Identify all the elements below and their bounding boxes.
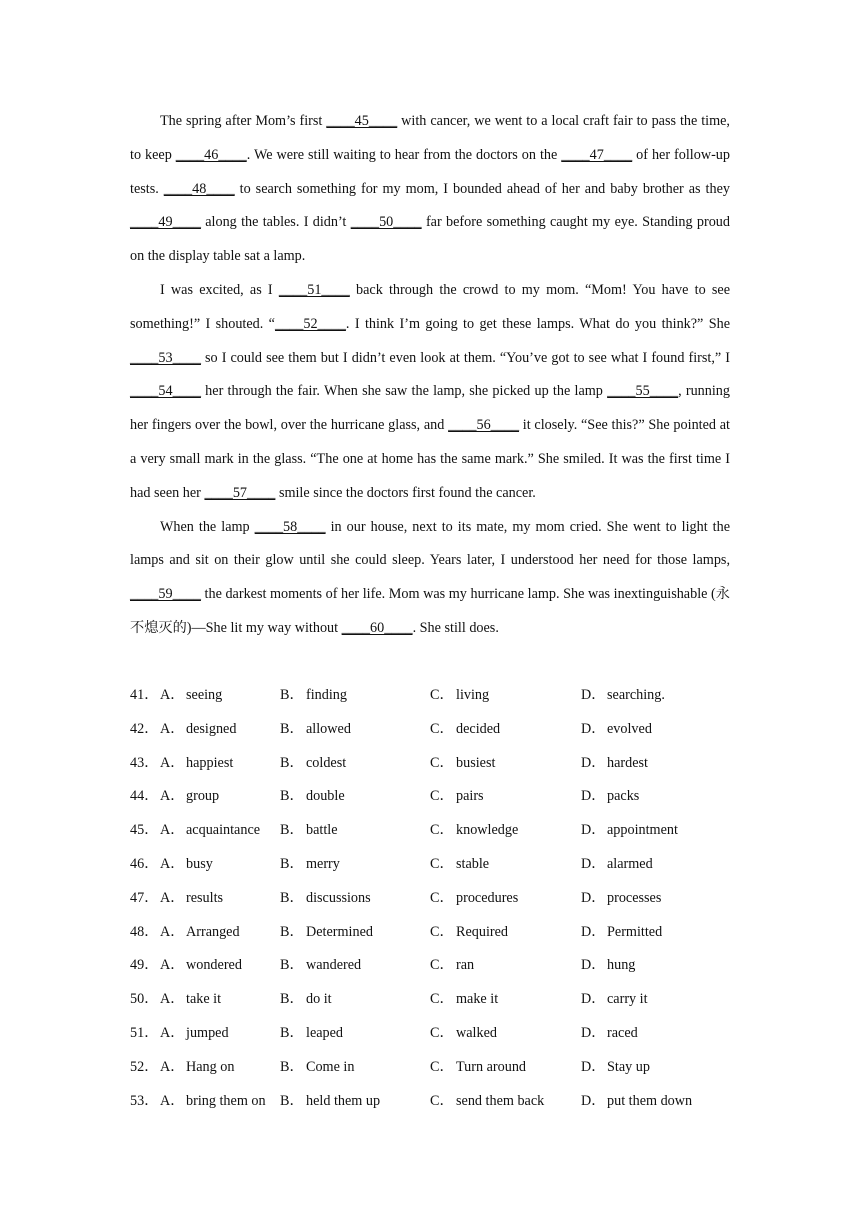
option-letter: C． bbox=[430, 822, 454, 839]
option-text: finding bbox=[306, 687, 347, 703]
option-letter: A． bbox=[160, 687, 185, 703]
passage-text: to search something for my mom, I bounded ahead of her and baby brother as they bbox=[234, 180, 730, 197]
option-text: make it bbox=[456, 991, 499, 1008]
blank-60: ____60____ bbox=[341, 619, 413, 636]
option-a[interactable] bbox=[186, 848, 280, 882]
question-number-group bbox=[130, 814, 186, 848]
option-a[interactable] bbox=[186, 814, 280, 848]
passage-text: so I could see them but I didn’t even look at them. “You’ve got to see what I found first,” I bbox=[200, 349, 730, 366]
blank-46: ____46____ bbox=[175, 146, 247, 163]
option-c[interactable] bbox=[430, 848, 581, 882]
question-number: 47． bbox=[130, 889, 159, 906]
option-d[interactable] bbox=[581, 949, 721, 983]
question-number-group bbox=[130, 848, 186, 882]
option-d[interactable] bbox=[581, 814, 721, 848]
option-text: stable bbox=[456, 855, 490, 872]
question-number: 45． bbox=[130, 822, 159, 839]
option-text: Stay up bbox=[607, 1058, 650, 1075]
question-row bbox=[130, 983, 750, 1017]
option-c[interactable] bbox=[430, 780, 581, 814]
option-text: coldest bbox=[306, 754, 347, 771]
option-a[interactable] bbox=[186, 1017, 280, 1051]
option-b[interactable] bbox=[280, 1017, 430, 1051]
option-b[interactable] bbox=[280, 848, 430, 882]
blank-59: ____59____ bbox=[130, 586, 201, 603]
option-letter: C． bbox=[430, 687, 454, 703]
option-text: leaped bbox=[306, 1024, 344, 1041]
option-text: Hang on bbox=[186, 1058, 235, 1075]
blank-51: ____51____ bbox=[278, 281, 350, 298]
option-text: Arranged bbox=[186, 923, 240, 940]
passage-text: back through the crowd to my mom. “Mom! You have to see something!” I shouted. “ bbox=[130, 281, 730, 332]
option-c[interactable] bbox=[430, 1017, 581, 1051]
option-a[interactable] bbox=[186, 780, 280, 814]
option-text: allowed bbox=[306, 720, 351, 737]
option-c[interactable] bbox=[430, 916, 581, 950]
option-letter: D． bbox=[581, 754, 606, 771]
question-number-group bbox=[130, 916, 186, 950]
passage-text: with cancer, we went to a local craft fair to pass the time, to keep bbox=[130, 113, 730, 163]
option-text: designed bbox=[186, 720, 237, 737]
question-number: 48． bbox=[130, 923, 159, 940]
option-letter: B． bbox=[280, 687, 304, 703]
option-c[interactable] bbox=[430, 882, 581, 916]
option-text: hardest bbox=[607, 754, 648, 771]
option-c[interactable] bbox=[430, 679, 581, 713]
question-number: 46． bbox=[130, 855, 159, 872]
option-a[interactable] bbox=[186, 679, 280, 713]
question-number-group bbox=[130, 713, 186, 747]
option-letter: A． bbox=[160, 1092, 185, 1109]
paragraph-2 bbox=[130, 274, 730, 511]
passage-text: The spring after Mom’s first bbox=[160, 113, 327, 129]
blank-54: ____54____ bbox=[130, 383, 201, 400]
passage-text: along the tables. I didn’t bbox=[200, 214, 351, 231]
option-d[interactable] bbox=[581, 1017, 721, 1051]
option-text: held them up bbox=[306, 1092, 381, 1109]
passage-text: . She still does. bbox=[412, 619, 499, 636]
option-b[interactable] bbox=[280, 882, 430, 916]
option-a[interactable] bbox=[186, 916, 280, 950]
option-text: searching. bbox=[607, 687, 665, 703]
option-letter: B． bbox=[280, 754, 304, 771]
option-a[interactable] bbox=[186, 713, 280, 747]
option-b[interactable] bbox=[280, 713, 430, 747]
option-b[interactable] bbox=[280, 747, 430, 781]
option-letter: B． bbox=[280, 1092, 304, 1109]
option-a[interactable] bbox=[186, 1085, 280, 1119]
blank-52: ____52____ bbox=[274, 315, 346, 332]
option-text: pairs bbox=[456, 788, 484, 805]
blank-48: ____48____ bbox=[163, 180, 235, 197]
question-number: 49． bbox=[130, 957, 159, 974]
option-letter: C． bbox=[430, 957, 454, 974]
question-number-group bbox=[130, 1051, 186, 1085]
option-letter: B． bbox=[280, 1058, 304, 1075]
option-letter: C． bbox=[430, 788, 454, 805]
blank-58: ____58____ bbox=[254, 518, 326, 535]
option-c[interactable] bbox=[430, 814, 581, 848]
option-d[interactable] bbox=[581, 983, 721, 1017]
option-letter: C． bbox=[430, 855, 454, 872]
option-b[interactable] bbox=[280, 949, 430, 983]
blank-57: ____57____ bbox=[204, 484, 276, 501]
option-b[interactable] bbox=[280, 1051, 430, 1085]
passage-text: of her follow-up tests. bbox=[130, 146, 730, 197]
option-letter: D． bbox=[581, 1092, 606, 1109]
option-d[interactable] bbox=[581, 1051, 721, 1085]
question-row bbox=[130, 679, 750, 713]
option-text: procedures bbox=[456, 889, 519, 906]
question-number-group bbox=[130, 780, 186, 814]
option-text: wandered bbox=[306, 957, 362, 974]
option-a[interactable] bbox=[186, 747, 280, 781]
passage-text: . I think I’m going to get these lamps. What do you think?” She bbox=[345, 315, 731, 332]
paragraph-3 bbox=[130, 511, 730, 646]
question-number: 42． bbox=[130, 720, 159, 737]
option-letter: B． bbox=[280, 923, 304, 940]
option-text: merry bbox=[306, 855, 340, 872]
question-row bbox=[130, 747, 750, 781]
option-d[interactable] bbox=[581, 713, 721, 747]
option-text: happiest bbox=[186, 754, 234, 771]
question-number: 52． bbox=[130, 1058, 159, 1075]
option-d[interactable] bbox=[581, 882, 721, 916]
option-letter: B． bbox=[280, 788, 304, 805]
question-row bbox=[130, 1051, 750, 1085]
option-text: do it bbox=[306, 991, 332, 1008]
option-c[interactable] bbox=[430, 747, 581, 781]
option-letter: B． bbox=[280, 822, 304, 839]
passage-text: far before something caught my eye. Standing proud on the display table sat a lamp. bbox=[130, 214, 730, 265]
option-d[interactable] bbox=[581, 848, 721, 882]
passage-text: in our house, next to its mate, my mom cried. She went to light the lamps and sit on their glow until she could sleep. Years later, I understood her need for those lamps, bbox=[130, 518, 730, 569]
passage-text: , running her fingers over the bowl, over the hurricane glass, and bbox=[130, 383, 730, 434]
option-letter: D． bbox=[581, 855, 606, 872]
question-row bbox=[130, 814, 750, 848]
option-letter: C． bbox=[430, 991, 454, 1008]
option-a[interactable] bbox=[186, 882, 280, 916]
option-b[interactable] bbox=[280, 780, 430, 814]
option-letter: B． bbox=[280, 1024, 304, 1041]
option-letter: B． bbox=[280, 720, 304, 737]
option-text: battle bbox=[306, 822, 338, 839]
question-row bbox=[130, 848, 750, 882]
option-b[interactable] bbox=[280, 983, 430, 1017]
question-number-group bbox=[130, 679, 186, 713]
option-text: seeing bbox=[186, 687, 223, 703]
option-b[interactable] bbox=[280, 1085, 430, 1119]
option-d[interactable] bbox=[581, 1085, 721, 1119]
option-text: alarmed bbox=[607, 855, 653, 872]
option-b[interactable] bbox=[280, 916, 430, 950]
option-letter: A． bbox=[160, 991, 185, 1008]
option-text: Turn around bbox=[456, 1058, 527, 1075]
option-a[interactable] bbox=[186, 949, 280, 983]
option-text: double bbox=[306, 788, 345, 805]
option-letter: A． bbox=[160, 957, 185, 974]
option-letter: D． bbox=[581, 991, 606, 1008]
option-letter: A． bbox=[160, 788, 185, 805]
question-number-group bbox=[130, 949, 186, 983]
option-text: living bbox=[456, 687, 490, 703]
option-text: take it bbox=[186, 991, 222, 1008]
option-letter: D． bbox=[581, 687, 606, 703]
option-text: group bbox=[186, 788, 220, 805]
option-text: acquaintance bbox=[186, 822, 261, 839]
option-d[interactable] bbox=[581, 780, 721, 814]
option-letter: B． bbox=[280, 855, 304, 872]
option-text: decided bbox=[456, 720, 501, 737]
option-c[interactable] bbox=[430, 1085, 581, 1119]
option-text: hung bbox=[607, 957, 636, 974]
blank-45: ____45____ bbox=[326, 113, 398, 129]
option-letter: B． bbox=[280, 889, 304, 906]
question-number-group bbox=[130, 882, 186, 916]
option-d[interactable] bbox=[581, 747, 721, 781]
passage-text: the darkest moments of her life. Mom was my hurricane lamp. She was inextinguishable (永不熄灭的)—She lit my way without bbox=[130, 586, 730, 636]
answer-options bbox=[130, 679, 750, 1118]
option-text: walked bbox=[456, 1024, 497, 1041]
option-text: wondered bbox=[186, 957, 242, 974]
option-text: busiest bbox=[456, 754, 496, 771]
blank-55: ____55____ bbox=[607, 383, 679, 400]
option-letter: D． bbox=[581, 788, 606, 805]
option-text: raced bbox=[607, 1024, 638, 1041]
passage-text: smile since the doctors first found the cancer. bbox=[275, 484, 536, 501]
question-number: 50． bbox=[130, 991, 159, 1008]
option-letter: A． bbox=[160, 1058, 185, 1075]
option-letter: C． bbox=[430, 720, 454, 737]
blank-56: ____56____ bbox=[448, 417, 520, 434]
option-letter: A． bbox=[160, 1024, 185, 1041]
question-number-group bbox=[130, 1017, 186, 1051]
question-number: 44． bbox=[130, 788, 159, 805]
question-number: 43． bbox=[130, 754, 159, 771]
option-letter: A． bbox=[160, 754, 185, 771]
option-letter: A． bbox=[160, 855, 185, 872]
option-text: processes bbox=[607, 889, 662, 906]
option-text: Required bbox=[456, 923, 509, 940]
question-number: 41． bbox=[130, 687, 159, 703]
option-text: Permitted bbox=[607, 923, 663, 940]
option-d[interactable] bbox=[581, 916, 721, 950]
option-letter: C． bbox=[430, 1092, 454, 1109]
option-text: busy bbox=[186, 855, 213, 872]
option-letter: D． bbox=[581, 923, 606, 940]
option-letter: D． bbox=[581, 889, 606, 906]
option-text: bring them on bbox=[186, 1092, 266, 1109]
option-text: put them down bbox=[607, 1092, 693, 1109]
option-text: appointment bbox=[607, 822, 678, 839]
option-letter: D． bbox=[581, 957, 606, 974]
passage-text: When the lamp bbox=[160, 518, 255, 535]
blank-49: ____49____ bbox=[130, 214, 201, 231]
question-number-group bbox=[130, 747, 186, 781]
option-text: jumped bbox=[186, 1024, 229, 1041]
paragraph-1 bbox=[130, 105, 730, 274]
option-letter: A． bbox=[160, 889, 185, 906]
option-letter: B． bbox=[280, 957, 304, 974]
option-letter: D． bbox=[581, 1058, 606, 1075]
passage-text: her through the fair. When she saw the lamp, she picked up the lamp bbox=[200, 383, 608, 400]
option-text: Come in bbox=[306, 1058, 355, 1075]
question-row bbox=[130, 916, 750, 950]
option-text: discussions bbox=[306, 889, 371, 906]
question-row bbox=[130, 780, 750, 814]
question-number: 53． bbox=[130, 1092, 159, 1109]
option-c[interactable] bbox=[430, 949, 581, 983]
option-text: Determined bbox=[306, 923, 373, 940]
question-number-group bbox=[130, 983, 186, 1017]
option-a[interactable] bbox=[186, 983, 280, 1017]
option-c[interactable] bbox=[430, 983, 581, 1017]
option-text: packs bbox=[607, 788, 640, 805]
option-letter: C． bbox=[430, 754, 454, 771]
blank-50: ____50____ bbox=[350, 214, 422, 231]
option-d[interactable] bbox=[581, 679, 721, 713]
blank-53: ____53____ bbox=[130, 349, 201, 366]
option-a[interactable] bbox=[186, 1051, 280, 1085]
option-letter: B． bbox=[280, 991, 304, 1008]
option-c[interactable] bbox=[430, 713, 581, 747]
cloze-passage bbox=[130, 105, 730, 646]
option-text: evolved bbox=[607, 720, 652, 737]
option-letter: A． bbox=[160, 923, 185, 940]
option-letter: C． bbox=[430, 1024, 454, 1041]
option-text: knowledge bbox=[456, 822, 519, 839]
option-text: carry it bbox=[607, 991, 648, 1008]
option-text: ran bbox=[456, 957, 475, 974]
blank-47: ____47____ bbox=[561, 146, 633, 163]
option-letter: D． bbox=[581, 822, 606, 839]
question-row bbox=[130, 1085, 750, 1119]
passage-text: . We were still waiting to hear from the doctors on the bbox=[246, 146, 562, 163]
option-letter: C． bbox=[430, 1058, 454, 1075]
option-text: results bbox=[186, 889, 224, 906]
option-letter: C． bbox=[430, 889, 454, 906]
option-b[interactable] bbox=[280, 679, 430, 713]
question-number: 51． bbox=[130, 1024, 159, 1041]
question-row bbox=[130, 1017, 750, 1051]
option-letter: D． bbox=[581, 1024, 606, 1041]
option-letter: D． bbox=[581, 720, 606, 737]
question-row bbox=[130, 949, 750, 983]
passage-text: I was excited, as I bbox=[160, 281, 279, 298]
option-letter: C． bbox=[430, 923, 454, 940]
question-row bbox=[130, 882, 750, 916]
passage-text: it closely. “See this?” She pointed at a very small mark in the glass. “The one at home has the same mark.” She smiled. It was the first time I had seen her bbox=[130, 417, 730, 501]
option-text: send them back bbox=[456, 1092, 545, 1109]
question-row bbox=[130, 713, 750, 747]
option-b[interactable] bbox=[280, 814, 430, 848]
option-letter: A． bbox=[160, 720, 185, 737]
option-c[interactable] bbox=[430, 1051, 581, 1085]
question-number-group bbox=[130, 1085, 186, 1119]
option-letter: A． bbox=[160, 822, 185, 839]
